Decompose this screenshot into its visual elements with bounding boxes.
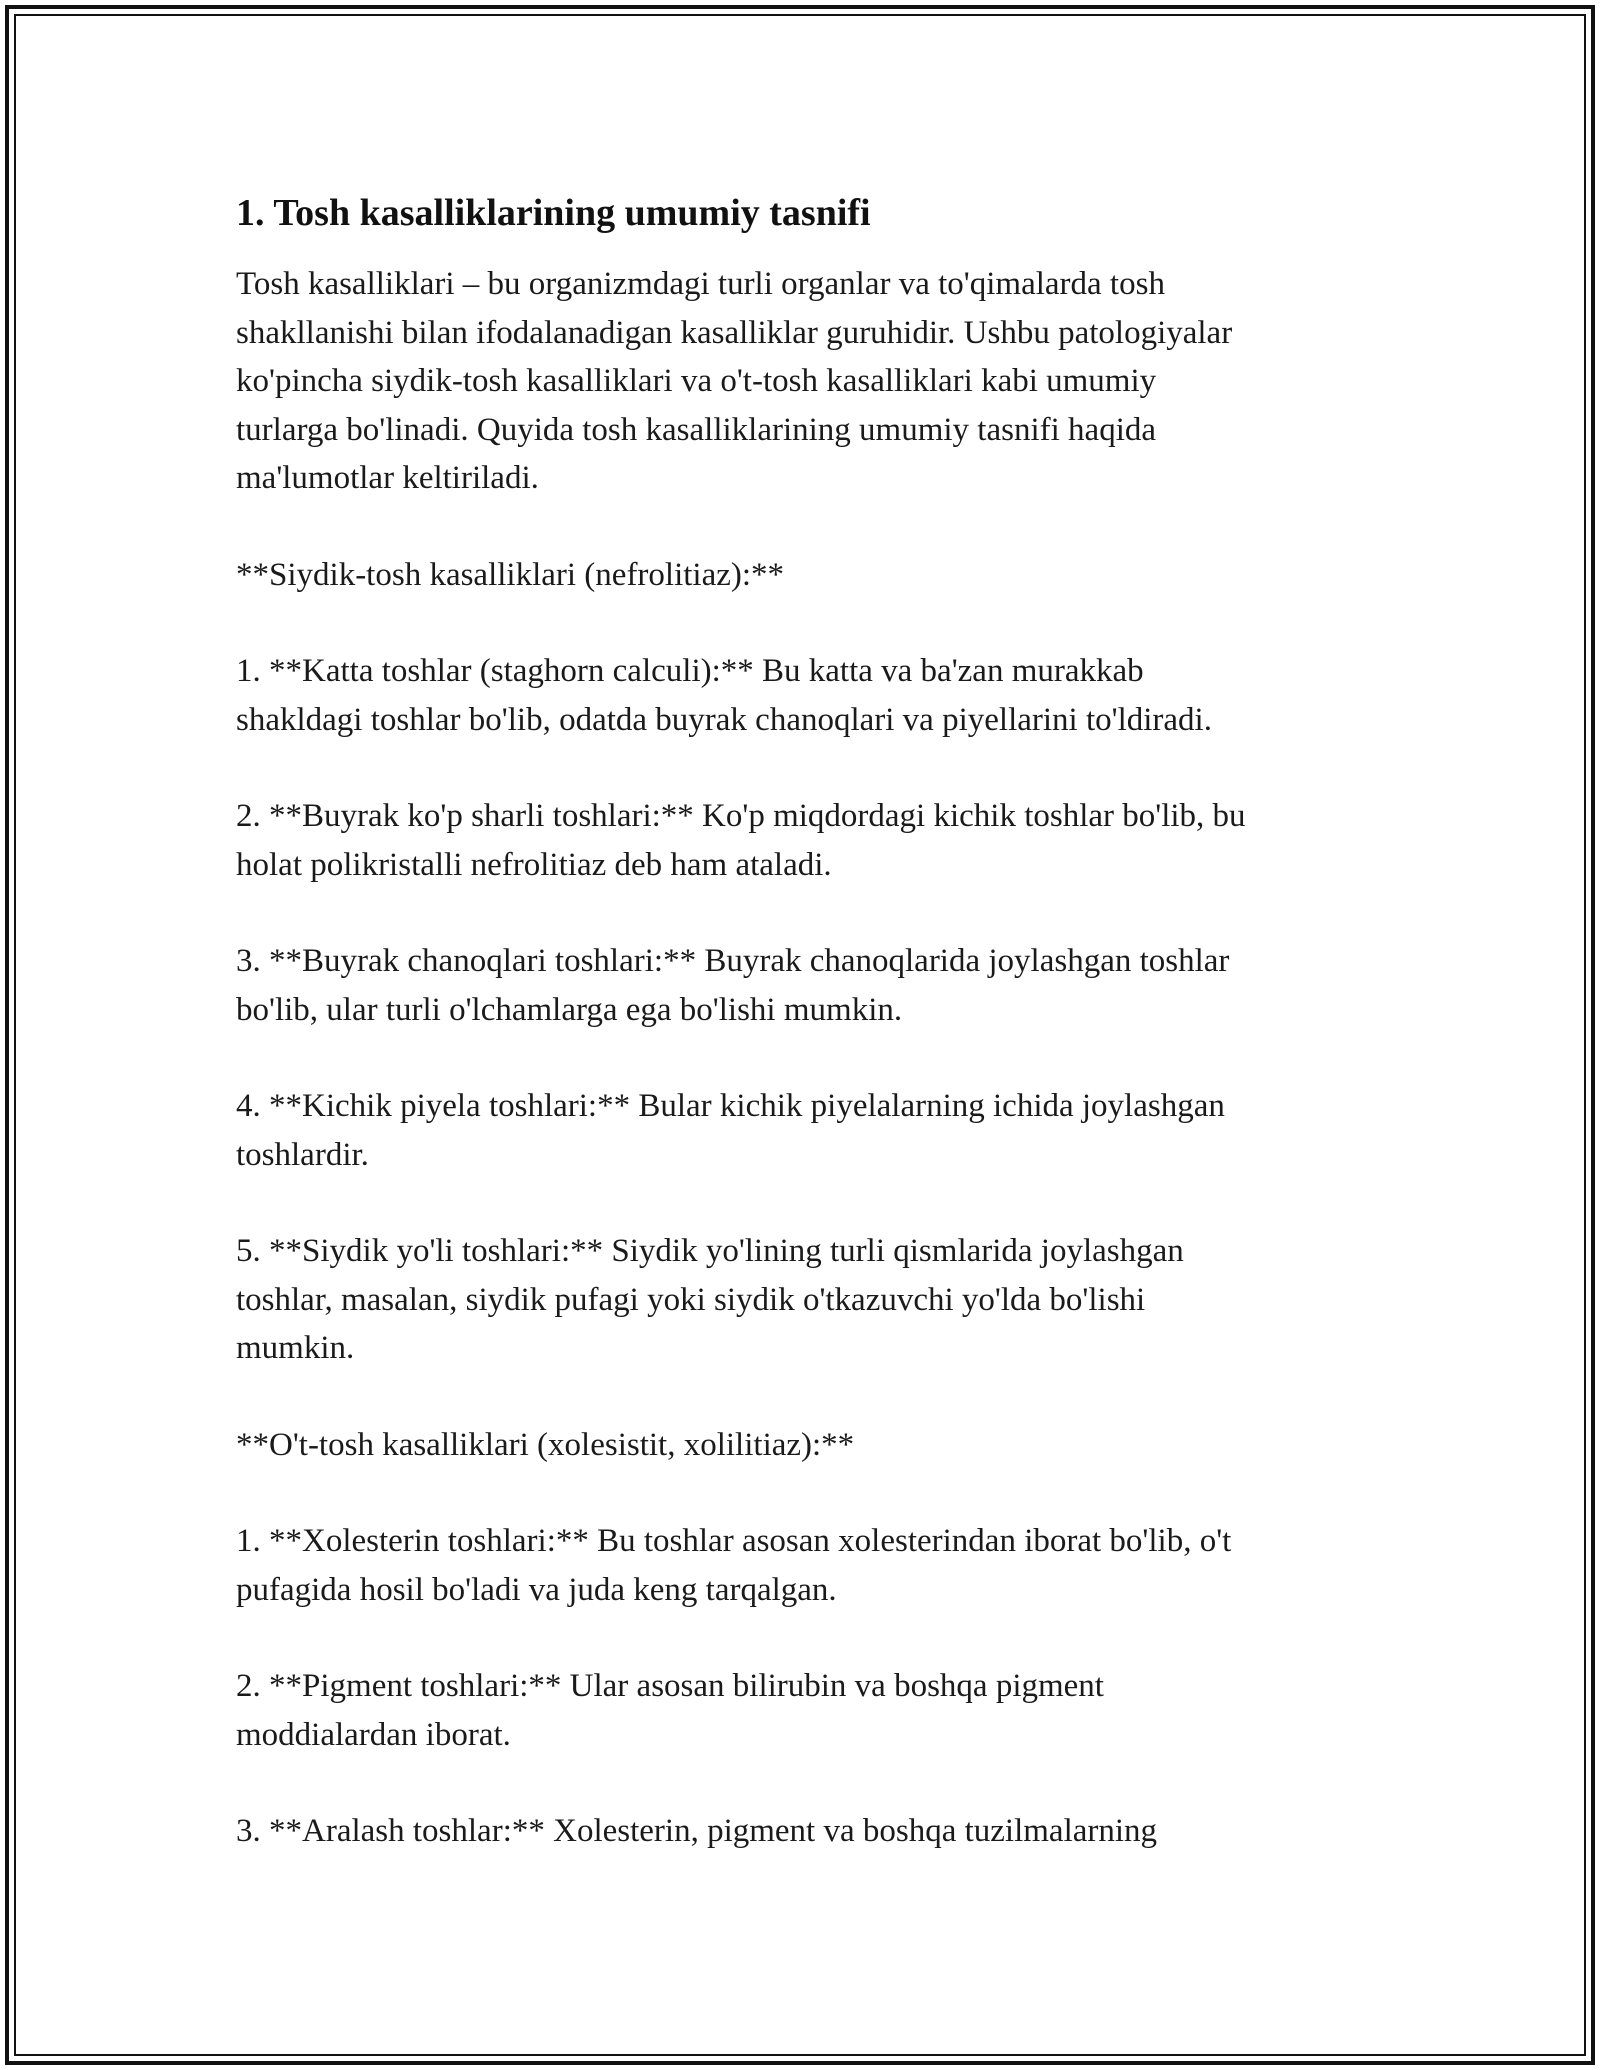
intro-paragraph: Tosh kasalliklari – bu organizmdagi turli organlar va to'qimalarda tosh shakllanishi bilan ifodalanadigan kasalliklar guruhidir. Ushbu patologiyalar ko'pincha siydik-tosh kasalliklari va o't-tosh kasalliklari kabi umumiy turlarga bo'linadi. Quyida tosh kasalliklarining umumiy tasnifi haqida ma'lumotlar keltiriladi. <box>236 266 1233 496</box>
list-item: 1. **Katta toshlar (staghorn calculi):** Bu katta va ba'zan murakkab shakldagi toshlar bo'lib, odatda buyrak chanoqlari va piyellarini to'ldiradi. <box>236 653 1212 738</box>
document-title: 1. Tosh kasalliklarining umumiy tasnifi <box>236 192 871 234</box>
list-item: 3. **Aralash toshlar:** Xolesterin, pigment va boshqa tuzilmalarning <box>236 1813 1158 1849</box>
list-item: 1. **Xolesterin toshlari:** Bu toshlar asosan xolesterindan iborat bo'lib, o't pufagida hosil bo'ladi va juda keng tarqalgan. <box>236 1523 1232 1608</box>
document-body <box>236 188 1366 1904</box>
section-heading-nephrolithiasis: **Siydik-tosh kasalliklari (nefrolitiaz):** <box>236 556 785 593</box>
list-item: 3. **Buyrak chanoqlari toshlari:** Buyrak chanoqlarida joylashgan toshlar bo'lib, ular turli o'lchamlarga ega bo'lishi mumkin. <box>236 943 1230 1028</box>
list-item: 2. **Pigment toshlari:** Ular asosan bilirubin va boshqa pigment moddialardan iborat. <box>236 1668 1104 1753</box>
section-heading-cholelithiasis: **O't-tosh kasalliklari (xolesistit, xolilitiaz):** <box>236 1426 855 1463</box>
list-item: 4. **Kichik piyela toshlari:** Bular kichik piyelalarning ichida joylashgan toshlardir. <box>236 1088 1225 1173</box>
list-item: 5. **Siydik yo'li toshlari:** Siydik yo'lining turli qismlarida joylashgan toshlar, masalan, siydik pufagi yoki siydik o'tkazuvchi yo'lda bo'lishi mumkin. <box>236 1233 1184 1366</box>
list-item: 2. **Buyrak ko'p sharli toshlari:** Ko'p miqdordagi kichik toshlar bo'lib, bu holat polikristalli nefrolitiaz deb ham ataladi. <box>236 798 1246 883</box>
